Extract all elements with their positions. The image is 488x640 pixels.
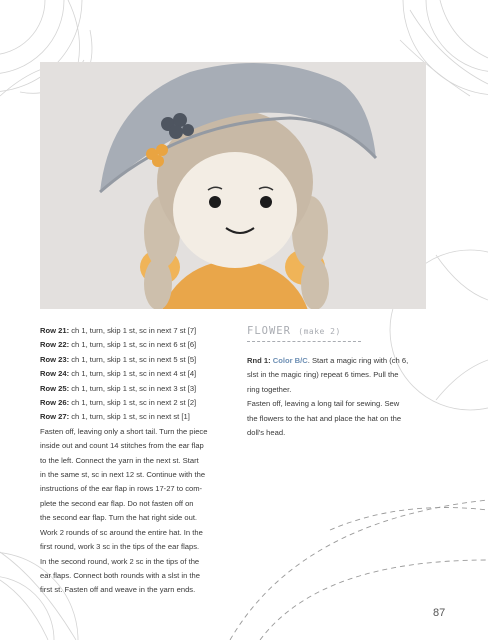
doll-photo (40, 62, 426, 309)
row-22: Row 22: ch 1, turn, skip 1 st, sc in next 6 st [6] (40, 340, 197, 350)
row-23: Row 23: ch 1, turn, skip 1 st, sc in next 5 st [5] (40, 354, 197, 364)
page-number: 87 (433, 607, 446, 619)
flower-section (247, 324, 427, 440)
row-24: Row 24: ch 1, turn, skip 1 st, sc in next 4 st [4] (40, 369, 197, 379)
row-21: Row 21: ch 1, turn, skip 1 st, sc in next 7 st [7] (40, 326, 197, 335)
flower-heading (247, 324, 427, 339)
flower-title: FLOWER (247, 325, 291, 337)
row-26: Row 26: ch 1, turn, skip 1 st, sc in next 2 st [2] (40, 398, 197, 408)
flower-round-1: Rnd 1: Color B/C. Start a magic ring with (ch 6, slst in the magic ring) repeat 6 times. Pull the ring together. (247, 356, 409, 394)
fasten-off-paragraph: Fasten off, leaving only a short tail. Turn the piece inside out and count 14 stitches from the ear flap to the left. Connect the yarn in the next st. Start in the same st, sc in next 12 st. Continue with the instructions of the ear flap in rows 17-27 to com- plete the second ear flap. Do not fasten off on the second ear flap. Turn the hat right side out. Work 2 rounds of sc around the entire hat. In the first round, work 3 sc in the tips of the ear flaps. In the second round, work 2 sc in the tips of the ear flaps. Connect both rounds with a slst in the first st. Fasten off and weave in the yarn ends. (40, 426, 208, 595)
row-27: Row 27: ch 1, turn, skip 1 st, sc in next st [1] (40, 412, 190, 422)
color-label: Color B/C (272, 356, 308, 365)
flower-finishing: Fasten off, leaving a long tail for sewing. Sew the flowers to the hat and place the hat on the doll's head. (247, 399, 402, 438)
instructions-column (40, 324, 240, 598)
row-25: Row 25: ch 1, turn, skip 1 st, sc in next 3 st [3] (40, 383, 197, 393)
flower-subtitle: (make 2) (298, 327, 341, 336)
rnd-label: Rnd 1: (247, 356, 271, 365)
